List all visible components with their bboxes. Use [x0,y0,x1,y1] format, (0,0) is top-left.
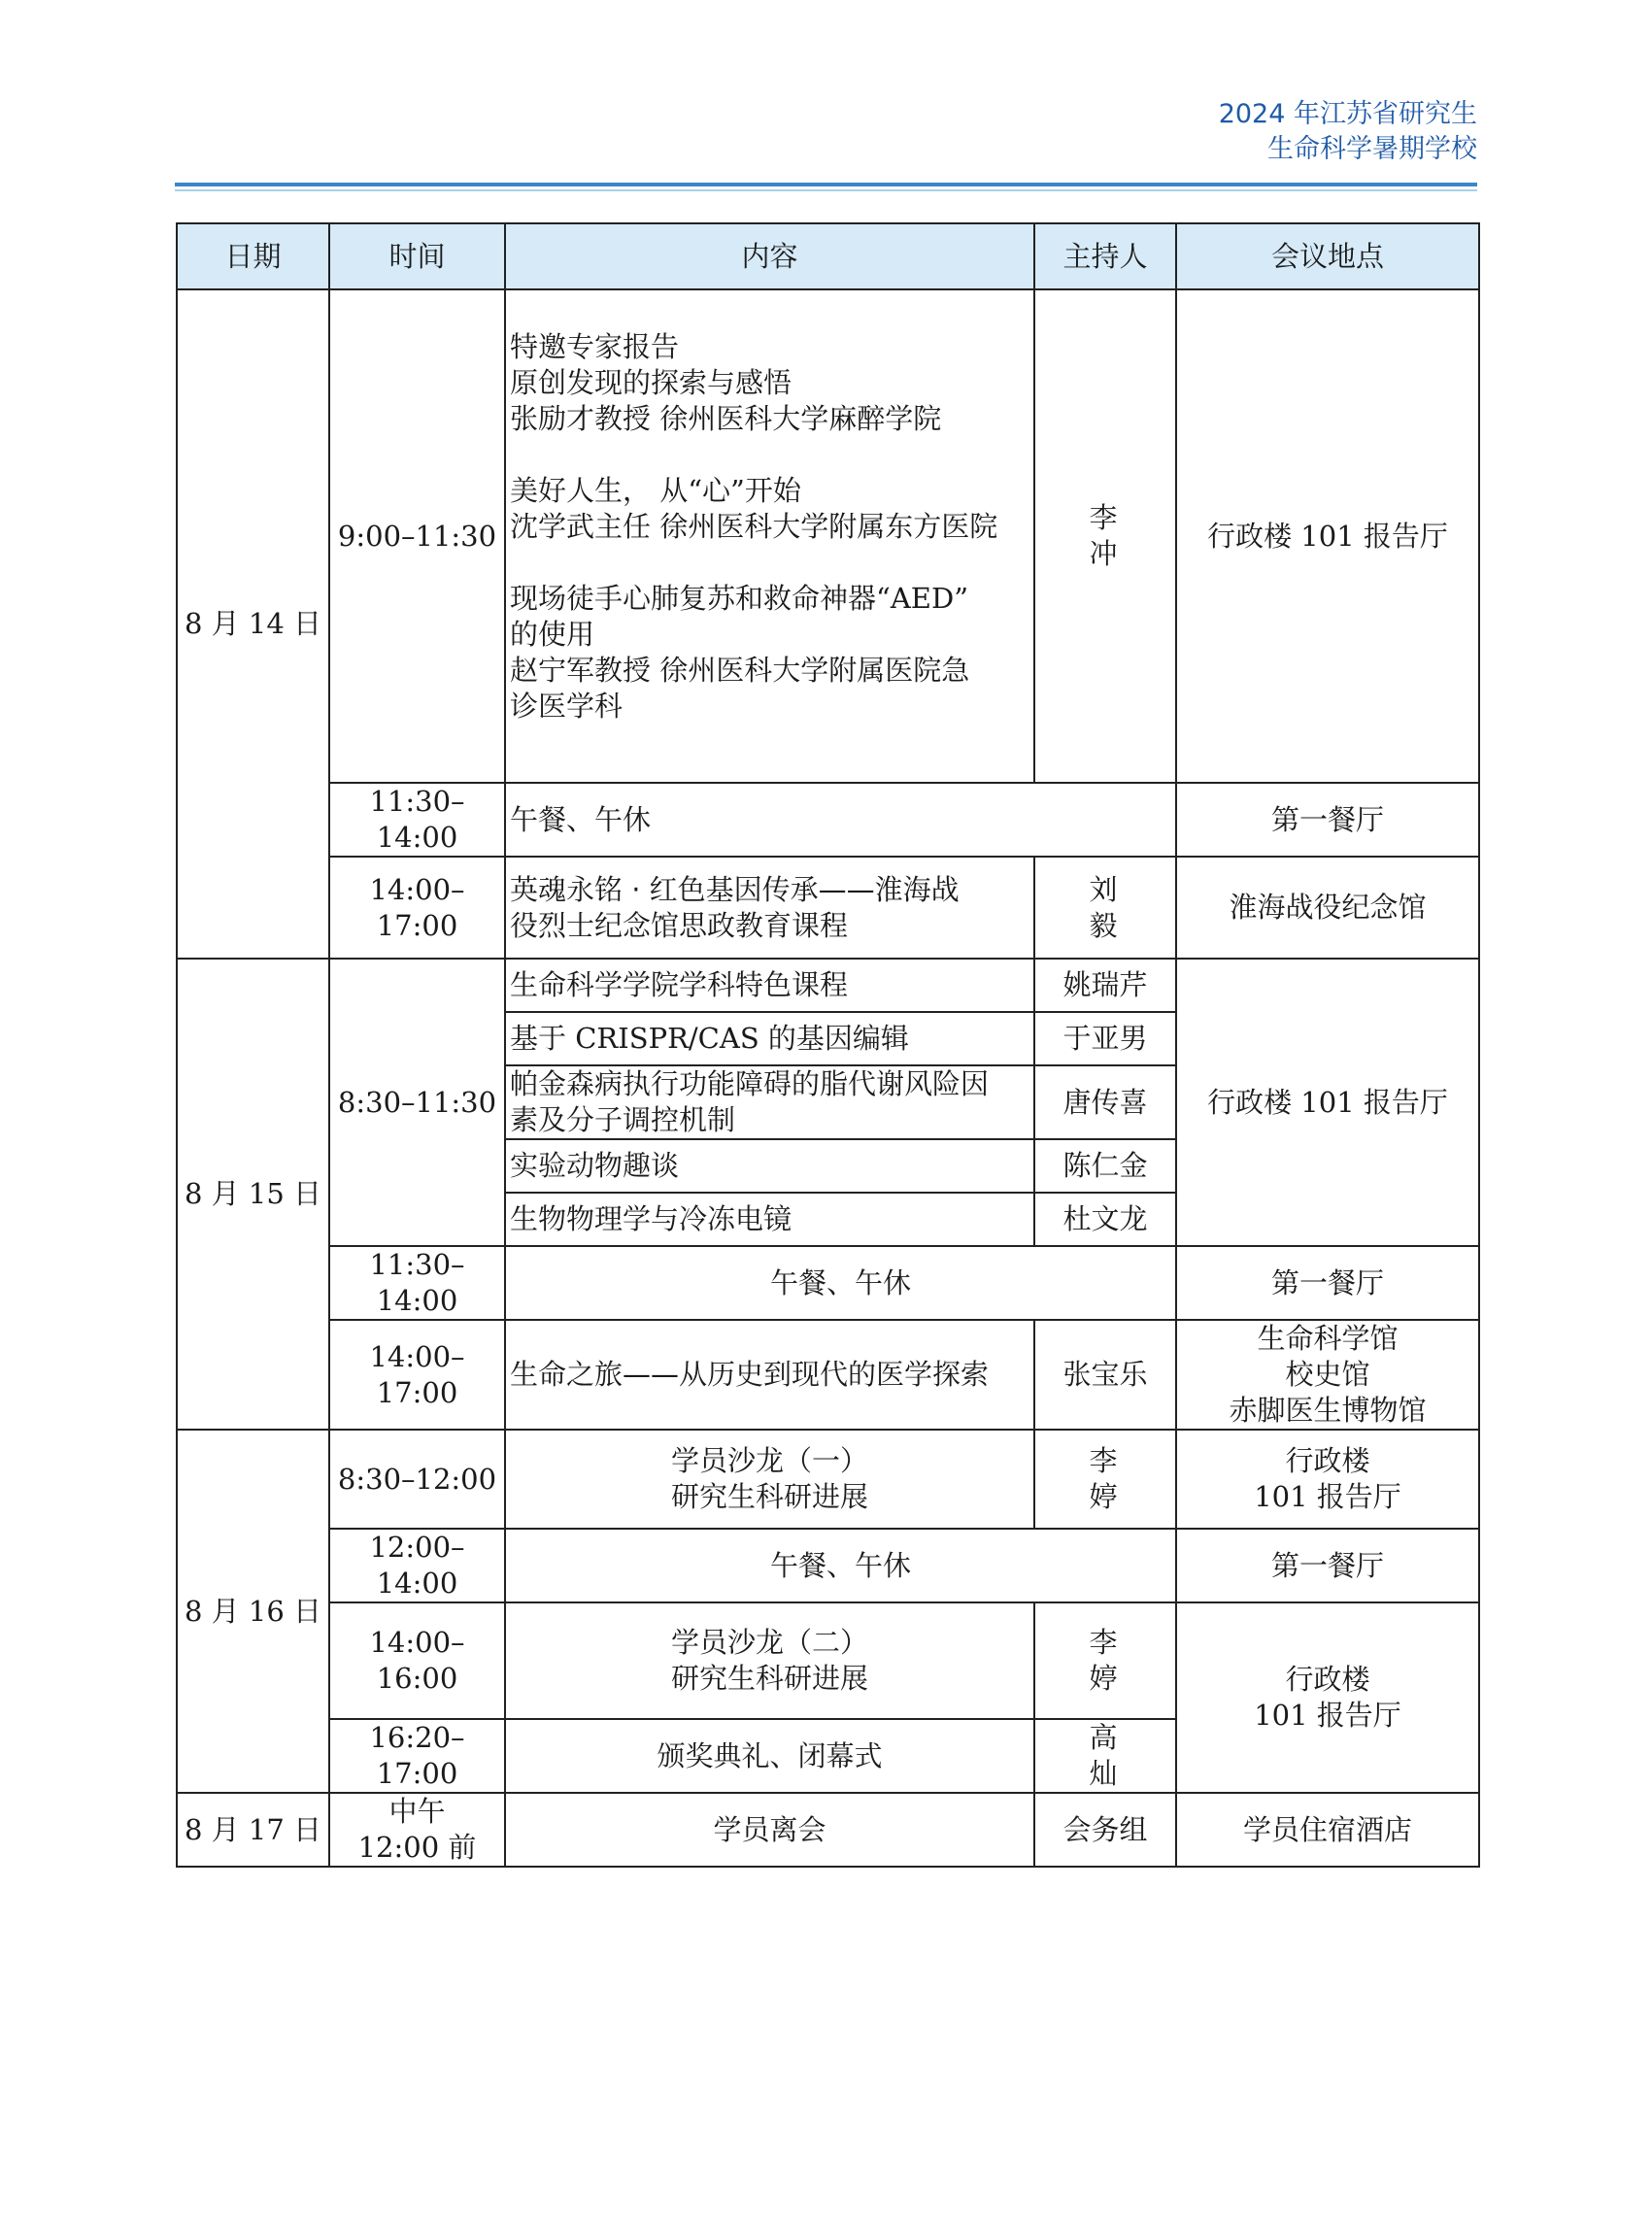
time-line: 12:00 前 [357,1831,477,1864]
salon-subtitle: 研究生科研进展 [670,1662,868,1695]
content-cell: 实验动物趣谈 [505,1139,1034,1193]
venue-line: 行政楼 [1285,1663,1370,1696]
host-cell: 杜文龙 [1034,1193,1176,1246]
content-cell [505,1065,1034,1139]
venue-cell: 学员住宿酒店 [1176,1793,1479,1867]
speaker-affiliation: 徐州医科大学附属东方医院 [651,509,998,543]
table-header-row [177,223,1479,289]
content-cell [505,1430,1034,1529]
time-cell: 11:30–14:00 [329,1246,505,1320]
col-header-content: 内容 [505,223,1034,289]
header-line-1: 2024 年江苏省研究生 [1218,99,1477,129]
session-heading: 特邀专家报告 [510,329,680,363]
host-cell: 于亚男 [1034,1012,1176,1065]
page-header [1219,97,1477,167]
host-cell: 李婷 [1034,1602,1176,1719]
content-cell: 生命科学学院学科特色课程 [505,959,1034,1012]
speaker-affiliation: 教授 徐州医科大学麻醉学院 [594,401,942,435]
host-cell: 陈仁金 [1034,1139,1176,1193]
time-cell: 8:30–11:30 [329,959,505,1246]
speaker-line [510,653,1029,689]
time-cell: 16:20–17:00 [329,1719,505,1793]
venue-line: 赤脚医生博物馆 [1229,1394,1427,1427]
content-cell: 午餐、午休 [505,1529,1176,1602]
time-line: 中午 [388,1795,446,1828]
speaker-name: 沈学武主任 [510,509,652,543]
talk-title-cont: 的使用 [510,617,595,651]
table-row [177,1793,1479,1867]
table-row [177,289,1479,783]
speaker-line [510,401,1029,437]
venue-cell [1176,1602,1479,1793]
table-row [177,1602,1479,1719]
table-row [177,1430,1479,1529]
content-cell [505,1602,1034,1719]
content-cell: 生物物理学与冷冻电镜 [505,1193,1034,1246]
host-cell: 高灿 [1034,1719,1176,1793]
host-cell: 唐传喜 [1034,1065,1176,1139]
speaker-affiliation-cont: 诊医学科 [510,689,624,723]
time-cell: 8:30–12:00 [329,1430,505,1529]
time-cell: 14:00–17:00 [329,1320,505,1430]
content-cell: 生命之旅——从历史到现代的医学探索 [505,1320,1034,1430]
date-cell: 8 月 16 日 [177,1430,329,1793]
table-row [177,783,1479,857]
salon-subtitle: 研究生科研进展 [670,1480,868,1513]
host-cell: 刘毅 [1034,857,1176,959]
content-cell: 学员离会 [505,1793,1034,1867]
venue-cell [1176,1320,1479,1430]
date-cell: 8 月 15 日 [177,959,329,1430]
content-cell [505,857,1034,959]
speaker-affiliation: 教授 徐州医科大学附属医院急 [594,653,970,687]
time-cell: 9:00–11:30 [329,289,505,783]
venue-cell: 行政楼 101 报告厅 [1176,289,1479,783]
content-cell: 午餐、午休 [505,1246,1176,1320]
venue-cell [1176,1430,1479,1529]
venue-cell: 第一餐厅 [1176,1529,1479,1602]
venue-line: 行政楼 [1285,1444,1370,1477]
table-row [177,1529,1479,1602]
venue-line: 101 报告厅 [1254,1480,1401,1513]
venue-cell: 淮海战役纪念馆 [1176,857,1479,959]
content-cell: 午餐、午休 [505,783,1176,857]
table-row [177,857,1479,959]
content-line: 英魂永铭 · 红色基因传承——淮海战 [510,872,960,906]
col-header-date: 日期 [177,223,329,289]
col-header-host: 主持人 [1034,223,1176,289]
time-cell: 11:30–14:00 [329,783,505,857]
content-cell: 颁奖典礼、闭幕式 [505,1719,1034,1793]
schedule-table [176,222,1480,1868]
date-cell: 8 月 17 日 [177,1793,329,1867]
talk-title: 现场徒手心肺复苏和救命神器“AED” [510,581,969,615]
time-cell [329,1793,505,1867]
host-cell: 姚瑞芹 [1034,959,1176,1012]
content-line: 役烈士纪念馆思政教育课程 [510,908,849,942]
speaker-line [510,509,1029,545]
content-cell [505,289,1034,783]
table-row [177,959,1479,1012]
content-line: 素及分子调控机制 [510,1103,736,1136]
venue-line: 生命科学馆 [1257,1322,1399,1355]
salon-title: 学员沙龙（一） [670,1444,868,1477]
header-rule-thin [175,189,1477,191]
venue-line: 101 报告厅 [1254,1699,1401,1732]
venue-cell: 行政楼 101 报告厅 [1176,959,1479,1246]
host-cell: 张宝乐 [1034,1320,1176,1430]
speaker-name: 赵宁军 [510,653,595,687]
venue-line: 校史馆 [1285,1358,1370,1391]
host-cell: 李婷 [1034,1430,1176,1529]
venue-cell: 第一餐厅 [1176,783,1479,857]
content-line: 帕金森病执行功能障碍的脂代谢风险因 [510,1067,990,1100]
header-line-2: 生命科学暑期学校 [1267,134,1477,164]
salon-title: 学员沙龙（二） [670,1626,868,1659]
table-row [177,1246,1479,1320]
talk-title: 原创发现的探索与感悟 [510,365,792,399]
speaker-name: 张励才 [510,401,595,435]
time-cell: 14:00–16:00 [329,1602,505,1719]
talk-title: 美好人生， 从“心”开始 [510,473,801,507]
col-header-venue: 会议地点 [1176,223,1479,289]
content-cell: 基于 CRISPR/CAS 的基因编辑 [505,1012,1034,1065]
table-row [177,1320,1479,1430]
col-header-time: 时间 [329,223,505,289]
date-cell: 8 月 14 日 [177,289,329,959]
header-rule [175,183,1477,186]
venue-cell: 第一餐厅 [1176,1246,1479,1320]
host-cell: 李冲 [1034,289,1176,783]
time-cell: 14:00–17:00 [329,857,505,959]
host-cell: 会务组 [1034,1793,1176,1867]
time-cell: 12:00–14:00 [329,1529,505,1602]
